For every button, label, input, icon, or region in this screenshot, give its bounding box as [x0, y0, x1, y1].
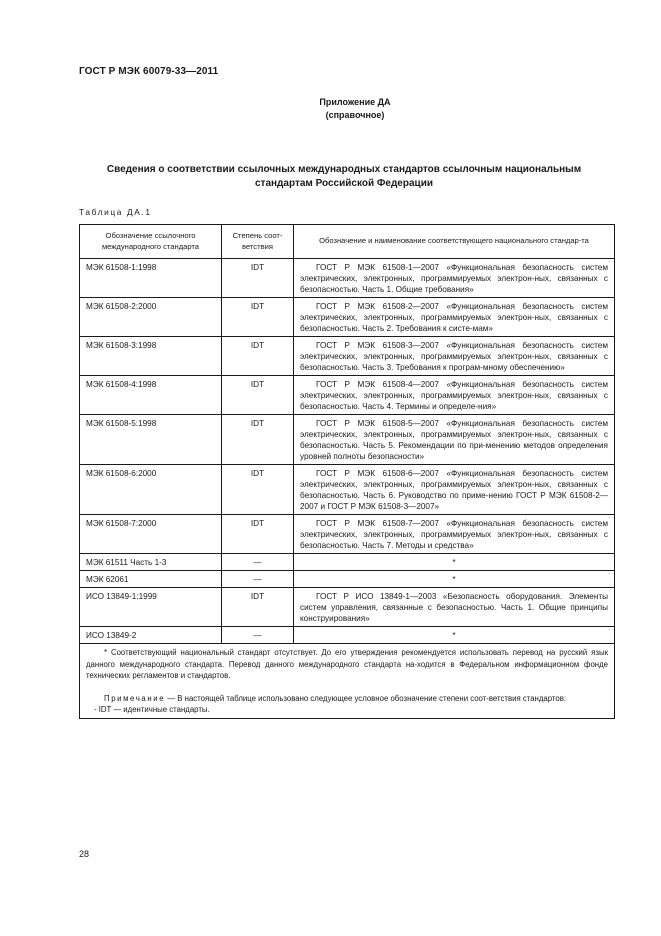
- table-row: [80, 298, 615, 337]
- cell-national: ГОСТ Р ИСО 13849-1—2003 «Безопасность оборудования. Элементы систем управления, связанные с безопасностью. Часть 1. Общие принципы конструирования»: [294, 588, 615, 627]
- cell-degree: —: [222, 554, 294, 571]
- appendix-title: Приложение ДА: [319, 97, 391, 107]
- table-row: [80, 588, 615, 627]
- table-row: [80, 554, 615, 571]
- column-header-national: Обозначение и наименование соответствующего национального стандар-та: [294, 225, 615, 259]
- cell-degree: IDT: [222, 298, 294, 337]
- footnote: * Соответствующий национальный стандарт отсутствует. До его утверждения рекомендуется использовать перевод на русский язык данного международного стандарта. Перевод данного международного стандарта на-ходится в Федеральном информационном фонде технических регламентов и стандартов.: [86, 648, 608, 681]
- cell-degree: IDT: [222, 337, 294, 376]
- cell-national: *: [294, 627, 615, 644]
- page-number: 28: [79, 849, 90, 859]
- cell-reference: МЭК 61508-3:1998: [80, 337, 222, 376]
- cell-degree: —: [222, 571, 294, 588]
- cell-degree: IDT: [222, 588, 294, 627]
- cell-degree: IDT: [222, 376, 294, 415]
- table-notes: [80, 644, 615, 719]
- cell-degree: IDT: [222, 465, 294, 515]
- cell-reference: ИСО 13849-2: [80, 627, 222, 644]
- note-item: - IDT — идентичные стандарты.: [94, 705, 210, 715]
- cell-national: ГОСТ Р МЭК 61508-3—2007 «Функциональная безопасность систем электрических, электронных, программируемых электрон-ных, связанных с безопасностью. Часть 3. Требования к програм-мному обеспечению»: [294, 337, 615, 376]
- cell-reference: МЭК 61508-1:1998: [80, 259, 222, 298]
- cell-degree: IDT: [222, 515, 294, 554]
- table-row: [80, 465, 615, 515]
- cell-reference: МЭК 61508-2:2000: [80, 298, 222, 337]
- table-row: [80, 376, 615, 415]
- cell-degree: —: [222, 627, 294, 644]
- table-row: [80, 337, 615, 376]
- cell-reference: МЭК 61511 Часть 1-3: [80, 554, 222, 571]
- table-row: [80, 627, 615, 644]
- table-header-row: [80, 225, 615, 259]
- cell-reference: МЭК 61508-6:2000: [80, 465, 222, 515]
- cell-reference: МЭК 62061: [80, 571, 222, 588]
- note: [86, 693, 608, 705]
- cell-national: *: [294, 554, 615, 571]
- column-header-degree: Степень соот-ветствия: [222, 225, 294, 259]
- note-text: — В настоящей таблице использовано следующее условное обозначение степени соот-ветствия стандартов:: [167, 693, 567, 703]
- appendix-subtitle: (справочное): [325, 110, 385, 120]
- table-row: [80, 259, 615, 298]
- cell-national: ГОСТ Р МЭК 61508-6—2007 «Функциональная безопасность систем электрических, электронных, программируемых электрон-ных, связанных с безопасностью. Часть 6. Руководство по приме-нению ГОСТ Р МЭК 61508-2—2007 и ГОСТ Р МЭК 61508-3—2007»: [294, 465, 615, 515]
- cell-reference: МЭК 61508-7:2000: [80, 515, 222, 554]
- column-header-reference: Обозначение ссылочного международного стандарта: [80, 225, 222, 259]
- table-row: [80, 571, 615, 588]
- cell-national: ГОСТ Р МЭК 61508-2—2007 «Функциональная безопасность систем электрических, электронных, программируемых электрон-ных, связанных с безопасностью. Часть 2. Требования к систе-мам»: [294, 298, 615, 337]
- cell-national: ГОСТ Р МЭК 61508-7—2007 «Функциональная безопасность систем электрических, электронных, программируемых электрон-ных, связанных с безопасностью. Часть 7. Методы и средства»: [294, 515, 615, 554]
- cell-national: ГОСТ Р МЭК 61508-5—2007 «Функциональная безопасность систем электрических, электронных, программируемых электрон-ных, связанных с безопасностью. Часть 5. Рекомендации по при-менению методов определения уровней полноты безопасности»: [294, 415, 615, 465]
- cell-national: *: [294, 571, 615, 588]
- appendix-heading: [210, 96, 500, 122]
- correspondence-table: [79, 224, 615, 719]
- table-row: [80, 415, 615, 465]
- cell-national: ГОСТ Р МЭК 61508-4—2007 «Функциональная безопасность систем электрических, электронных, программируемых электрон-ных, связанных с безопасностью. Часть 4. Термины и определе-ния»: [294, 376, 615, 415]
- table-label: Таблица ДА.1: [79, 207, 152, 217]
- cell-reference: ИСО 13849-1:1999: [80, 588, 222, 627]
- table-notes-row: [80, 644, 615, 719]
- cell-reference: МЭК 61508-5:1998: [80, 415, 222, 465]
- table-row: [80, 515, 615, 554]
- cell-national: ГОСТ Р МЭК 61508-1—2007 «Функциональная безопасность систем электрических, электронных, программируемых электрон-ных, связанных с безопасностью. Часть 1. Общие требования»: [294, 259, 615, 298]
- cell-reference: МЭК 61508-4:1998: [80, 376, 222, 415]
- cell-degree: IDT: [222, 259, 294, 298]
- note-label: Примечание: [104, 693, 166, 703]
- cell-degree: IDT: [222, 415, 294, 465]
- document-header: ГОСТ Р МЭК 60079-33—2011: [79, 66, 219, 77]
- section-title: Сведения о соответствии ссылочных международных стандартов ссылочным национальным стандартам Российской Федерации: [106, 164, 582, 189]
